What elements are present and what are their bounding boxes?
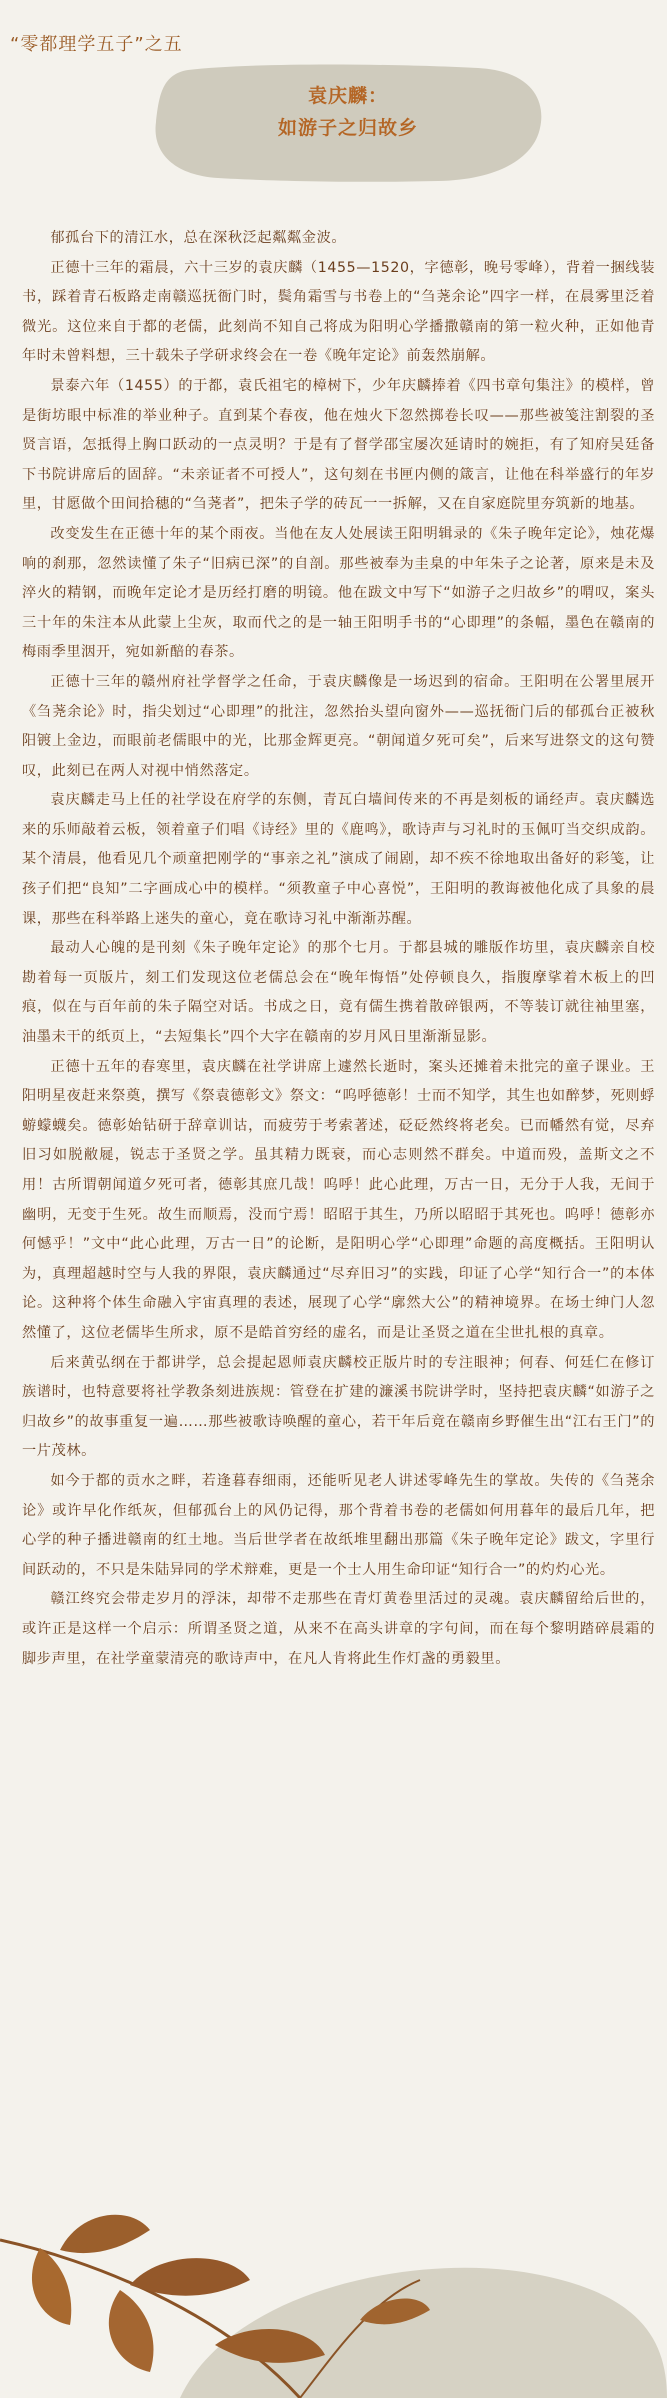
leaf-decoration <box>0 2100 667 2398</box>
paragraph: 正德十三年的霜晨，六十三岁的袁庆麟（1455—1520，字德彰，晚号零峰），背着一捆线装书，踩着青石板路走南赣巡抚衙门时，鬓角霜雪与书卷上的“刍荛余论”四字一样，在晨雾里泛着微光。这位来自于都的老儒，此刻尚不知自己将成为阳明心学播撒赣南的第一粒火种，正如他青年时未曾料想，三十载朱子学研求终会在一卷《晚年定论》前轰然崩解。 <box>22 259 655 365</box>
paragraph: 郁孤台下的清江水，总在深秋泛起粼粼金波。 <box>50 230 347 246</box>
paragraph: 正德十五年的春寒里，袁庆麟在社学讲席上遽然长逝时，案头还摊着未批完的童子课业。王阳明星夜赶来祭奠，撰写《祭袁德彰文》祭文：“呜呼德彰！士而不知学，其生也如醉梦，死则蜉蝣蠓蠛矣。德彰始钻研于辞章训诂，而疲劳于考索著述，砭砭然终将老矣。已而幡然有觉，尽弃旧习如脱敝屣，锐志于圣贤之学。虽其精力既衰，而心志则然不群矣。中道而殁，盖斯文之不用！古所谓朝闻道夕死可者，德彰其庶几哉！呜呼！此心此理，万古一日，无分于人我，无间于幽明，无变于生死。故生而顺焉，没而宁焉！昭昭于其生，乃所以昭昭于其死也。呜呼！德彰亦何憾乎！”文中“此心此理，万古一日”的论断，是阳明心学“心即理”命题的高度概括。王阳明认为，真理超越时空与人我的界限，袁庆麟通过“尽弃旧习”的实践，印证了心学“知行合一”的本体论。这种将个体生命融入宇宙真理的表述，展现了心学“廓然大公”的精神境界。在场士绅门人忽然懂了，这位老儒毕生所求，原不是皓首穷经的虚名，而是让圣贤之道在尘世扎根的真章。 <box>22 1058 655 1341</box>
paragraph: 赣江终究会带走岁月的浮沫，却带不走那些在青灯黄卷里活过的灵魂。袁庆麟留给后世的，或许正是这样一个启示：所谓圣贤之道，从来不在高头讲章的字句间，而在每个黎明踏碎晨霜的脚步声里，在社学童蒙清亮的歌诗声中，在凡人肯将此生作灯盏的勇毅里。 <box>22 1591 655 1667</box>
series-label: “零都理学五子”之五 <box>10 34 183 55</box>
title-line-subtitle: 如游子之归故乡 <box>277 117 418 139</box>
paragraph: 如今于都的贡水之畔，若逢暮春细雨，还能听见老人讲述零峰先生的掌故。失传的《刍荛余论》或许早化作纸灰，但郁孤台上的风仍记得，那个背着书卷的老儒如何用暮年的最后几年，把心学的种子播进赣南的红土地。当后世学者在故纸堆里翻出那篇《朱子晚年定论》跋文，字里行间跃动的，不只是朱陆异同的学术辩难，更是一个士人用生命印证“知行合一”的灼灼心光。 <box>22 1472 655 1578</box>
paragraph: 袁庆麟走马上任的社学设在府学的东侧，青瓦白墙间传来的不再是刻板的诵经声。袁庆麟选来的乐师敲着云板，领着童子们唱《诗经》里的《鹿鸣》，歌诗声与习礼时的玉佩叮当交织成韵。某个清晨，他看见几个顽童把刚学的“事亲之礼”演成了闹剧，却不疾不徐地取出备好的彩笺，让孩子们把“良知”二字画成心中的模样。“须教童子中心喜悦”，王阳明的教诲被他化成了具象的晨课，那些在科举路上迷失的童心，竟在歌诗习礼中渐渐苏醒。 <box>22 792 655 927</box>
paragraph: 后来黄弘纲在于都讲学，总会提起恩师袁庆麟校正版片时的专注眼神；何春、何廷仁在修订族谱时，也特意要将社学教条刻进族规：管登在扩建的濂溪书院讲学时，坚持把袁庆麟“如游子之归故乡”的故事重复一遍……那些被歌诗唤醒的童心，若干年后竟在赣南乡野催生出“江右王门”的一片茂林。 <box>22 1354 655 1460</box>
paragraph: 最动人心魄的是刊刻《朱子晚年定论》的那个七月。于都县城的雕版作坊里，袁庆麟亲自校勘着每一页版片，刻工们发现这位老儒总会在“晚年悔悟”处停顿良久，指腹摩挲着木板上的凹痕，似在与百年前的朱子隔空对话。书成之日，竟有儒生携着散碎银两，不等装订就往袖里塞，油墨未干的纸页上，“去短集长”四个大字在赣南的岁月风日里渐渐显影。 <box>22 940 655 1046</box>
article-title <box>148 80 548 144</box>
article-body <box>22 224 655 1674</box>
paragraph: 景泰六年（1455）的于都，袁氏祖宅的樟树下，少年庆麟捧着《四书章句集注》的模样，曾是街坊眼中标准的举业种子。直到某个春夜，他在烛火下忽然掷卷长叹——那些被笺注割裂的圣贤言语，怎抵得上胸口跃动的一点灵明？于是有了督学邵宝屡次延请时的婉拒，有了知府吴廷备下书院讲席后的固辞。“未亲证者不可授人”，这句刻在书匣内侧的箴言，让他在科举盛行的年岁里，甘愿做个田间拾穗的“刍荛者”，把朱子学的砖瓦一一拆解，又在自家庭院里夯筑新的地基。 <box>22 377 655 513</box>
paragraph: 改变发生在正德十年的某个雨夜。当他在友人处展读王阳明辑录的《朱子晚年定论》，烛花爆响的刹那，忽然读懂了朱子“旧病已深”的自剖。那些被奉为圭臬的中年朱子之论著，原来是未及淬火的精钢，而晚年定论才是历经打磨的明镜。他在跋文中写下“如游子之归故乡”的喟叹，案头三十年的朱注本从此蒙上尘灰，取而代之的是一轴王阳明手书的“心即理”的条幅，墨色在赣南的梅雨季里洇开，宛如新醅的春茶。 <box>22 525 655 661</box>
paragraph: 正德十三年的赣州府社学督学之任命，于袁庆麟像是一场迟到的宿命。王阳明在公署里展开《刍荛余论》时，指尖划过“心即理”的批注，忽然抬头望向窗外——巡抚衙门后的郁孤台正被秋阳镀上金边，而眼前老儒眼中的光，比那金辉更亮。“朝闻道夕死可矣”，后来写进祭文的这句赞叹，此刻已在两人对视中悄然落定。 <box>22 673 655 779</box>
title-line-name: 袁庆麟： <box>307 85 388 107</box>
